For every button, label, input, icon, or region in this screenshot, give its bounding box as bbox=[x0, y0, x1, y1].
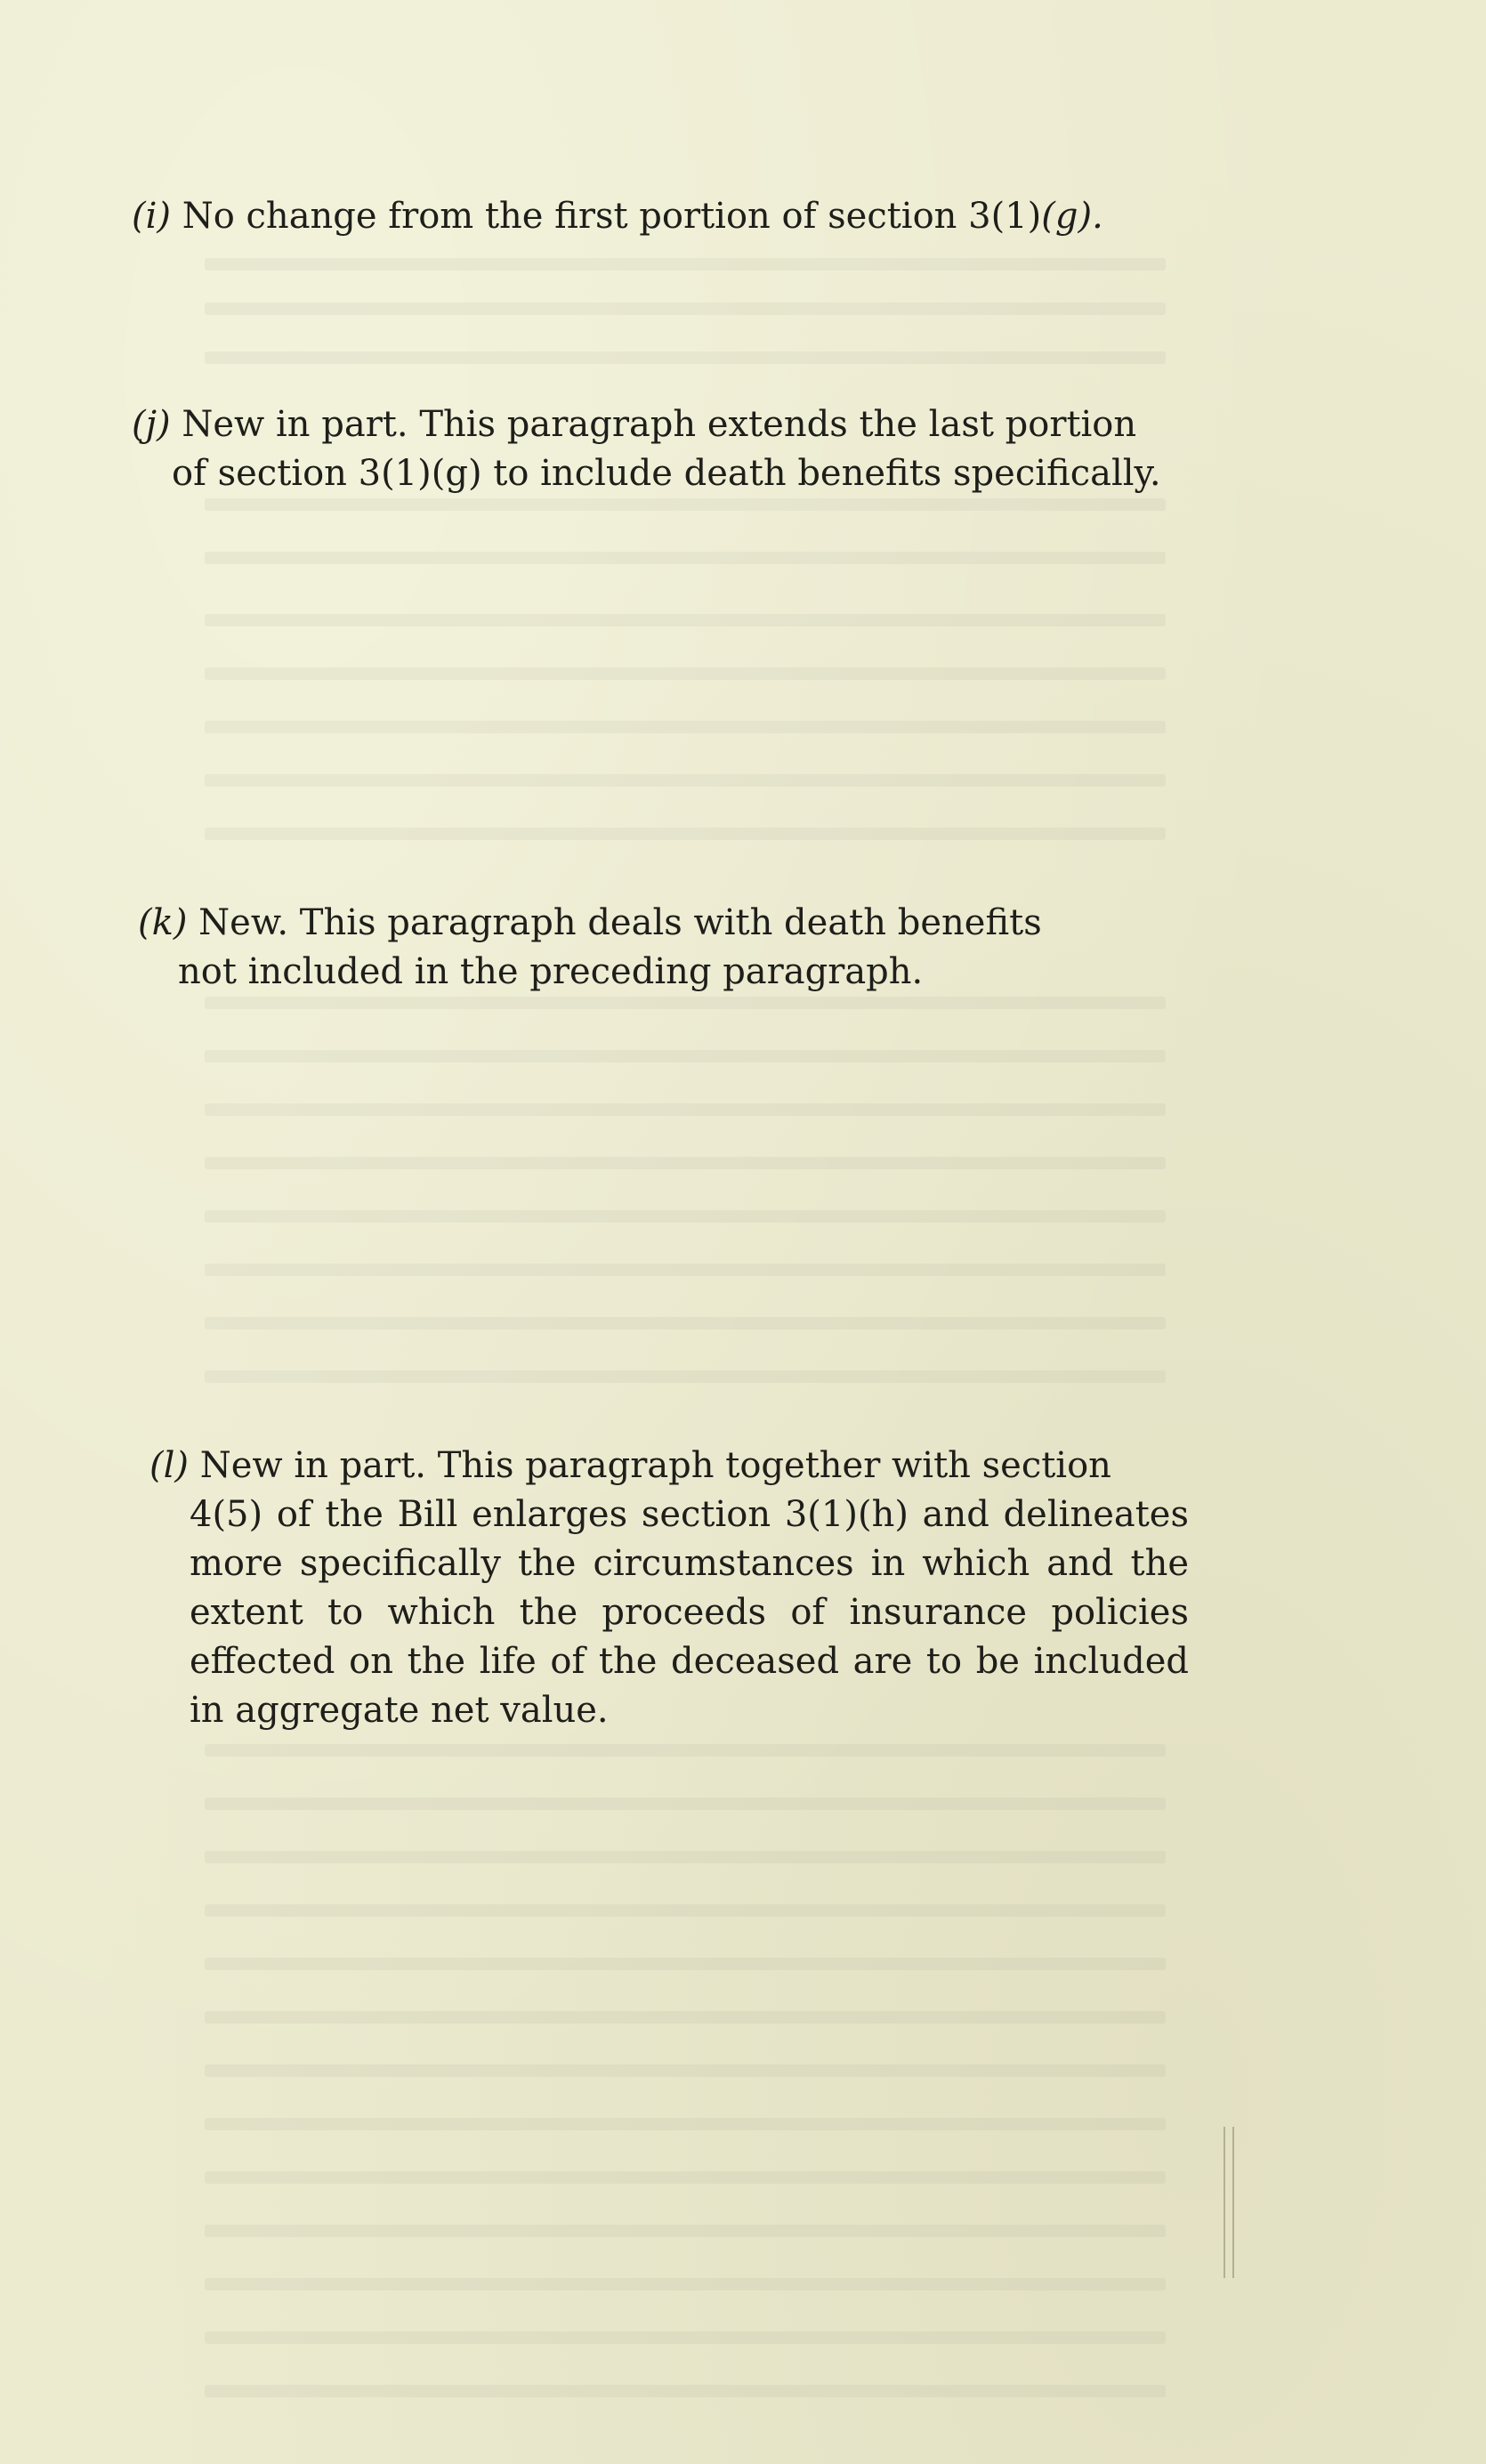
note-j-label: (j) bbox=[132, 404, 171, 445]
margin-rule bbox=[1232, 2127, 1234, 2278]
note-k-continuation: not included in the preceding paragraph. bbox=[178, 951, 924, 992]
margin-rule bbox=[1224, 2127, 1225, 2278]
note-k-label: (k) bbox=[138, 902, 188, 943]
bleed-through-line bbox=[205, 1317, 1166, 1329]
bleed-through-line bbox=[205, 774, 1166, 787]
bleed-through-line bbox=[205, 1103, 1166, 1116]
bleed-through-line bbox=[205, 2385, 1166, 2397]
bleed-through-line bbox=[205, 1050, 1166, 1062]
note-i-text: No change from the first portion of section 3(1) bbox=[171, 196, 1042, 237]
note-l-first-line: New in part. This paragraph together with section bbox=[189, 1445, 1111, 1486]
note-l-label: (l) bbox=[149, 1445, 190, 1486]
bleed-through-line bbox=[205, 1744, 1166, 1757]
bleed-through-line bbox=[205, 2064, 1166, 2077]
note-j-continuation: of section 3(1)(g) to include death benefits specifically. bbox=[172, 453, 1161, 494]
bleed-through-line bbox=[205, 303, 1166, 315]
bleed-through-line bbox=[205, 1264, 1166, 1276]
bleed-through-line bbox=[205, 2278, 1166, 2290]
note-i-reference: (g). bbox=[1041, 196, 1103, 237]
bleed-through-line bbox=[205, 1157, 1166, 1169]
note-k bbox=[138, 899, 1175, 997]
note-l-continuation: 4(5) of the Bill enlarges section 3(1)(h) and delineates more specifically the circumstances in which and the extent to which the proceeds of insurance policies effected on the life of the deceased are to be included in aggregate net value. bbox=[190, 1494, 1189, 1731]
bleed-through-line bbox=[205, 498, 1166, 511]
bleed-through-line bbox=[205, 1798, 1166, 1810]
bleed-through-line bbox=[205, 1370, 1166, 1383]
bleed-through-line bbox=[205, 2118, 1166, 2130]
bleed-through-line bbox=[205, 1851, 1166, 1863]
bleed-through-line bbox=[205, 997, 1166, 1009]
bleed-through-line bbox=[205, 614, 1166, 626]
bleed-through-line bbox=[205, 667, 1166, 680]
note-i bbox=[132, 192, 1146, 241]
note-j bbox=[132, 400, 1173, 498]
bleed-through-line bbox=[205, 258, 1166, 271]
bleed-through-line bbox=[205, 1210, 1166, 1223]
bleed-through-line bbox=[205, 351, 1166, 364]
bleed-through-line bbox=[205, 2171, 1166, 2184]
note-l bbox=[149, 1442, 1189, 1735]
bleed-through-line bbox=[205, 1958, 1166, 1970]
bleed-through-line bbox=[205, 828, 1166, 840]
note-i-label: (i) bbox=[132, 196, 172, 237]
bleed-through-line bbox=[205, 1904, 1166, 1917]
bleed-through-line bbox=[205, 552, 1166, 564]
bleed-through-line bbox=[205, 2331, 1166, 2344]
note-j-first-line: New in part. This paragraph extends the last portion bbox=[170, 404, 1137, 445]
bleed-through-line bbox=[205, 721, 1166, 733]
bleed-through-line bbox=[205, 2011, 1166, 2024]
bleed-through-line bbox=[205, 2225, 1166, 2237]
note-k-first-line: New. This paragraph deals with death benefits bbox=[187, 902, 1042, 943]
